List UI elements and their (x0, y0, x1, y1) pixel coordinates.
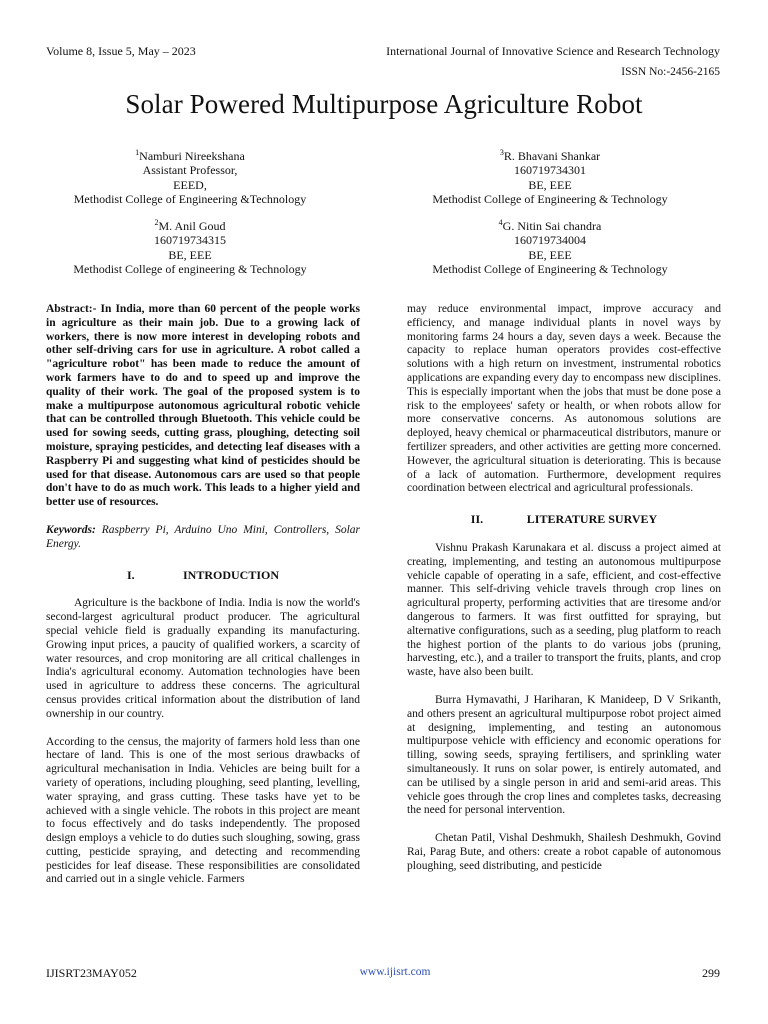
section-number: I. (126, 567, 135, 582)
journal-name: International Journal of Innovative Science and Research Technology (386, 44, 720, 58)
abstract: Abstract:- In India, more than 60 percent of the people works in agriculture as their main job. Due to a growing lack of workers, there is now more interest in developing robots and other self-driving cars for use in agriculture. A robot called a "agriculture robot" has been made to reduce the amount of work farmers have to do and to speed up and improve the quality of their work. The goal of the proposed system is to make a multipurpose autonomous agricultural robotic vehicle that can be controlled through Bluetooth. This vehicle could be used for sowing seeds, cutting grass, ploughing, detecting soil moisture, spraying pesticides, and detecting leaf diseases with a Raspberry Pi and suggesting what kind of pesticides should be used for that disease. Autonomous cars are used so that people don't have to do as much work. This leads to a higher yield and better use of resources. (46, 303, 360, 509)
section-heading-introduction (46, 569, 360, 583)
author-affiliation: Methodist College of engineering & Technology (73, 262, 307, 277)
section-title: LITERATURE SURVEY (526, 512, 658, 527)
intro-paragraph-2: According to the census, the majority of farmers hold less than one hectare of land. This is one of the most serious drawbacks of agricultural mechanisation in India. Vehicles are being built for a variety of operations, including ploughing, seed planting, levelling, water spraying, and grass cutting. These tasks have yet to be achieved with a single vehicle. The robots in this project are meant to focus effectively and do tasks independently. The proposed design employs a vehicle to do duties such sloughing, sowing, grass cutting, pesticide spraying, and detecting and recommending pesticides for leaf disease. These responsibilities are consolidated and carried out in a single vehicle. Farmers (46, 735, 360, 886)
author-name: M. Anil Goud (158, 219, 226, 233)
paper-id: IJISRT23MAY052 (46, 966, 137, 980)
author-affiliation: Methodist College of Engineering & Technology (432, 192, 668, 207)
author-affiliation: Methodist College of Engineering &Technology (73, 192, 307, 207)
journal-volume: Volume 8, Issue 5, May – 2023 (46, 44, 196, 58)
author-block-4 (390, 219, 710, 277)
keywords (46, 524, 360, 552)
author-name: G. Nitin Sai chandra (502, 219, 602, 233)
author-line: 160719734004 (514, 233, 586, 248)
intro-paragraph-1: Agriculture is the backbone of India. India is now the world's second-largest agricultural product producer. The agricultural special vehicle field is gradually expanding its manufacturing. Growing input prices, a paucity of qualified workers, a scarcity of water resources, and crop monitoring are all critical challenges in India's agricultural economy. Automation technologies have been used in agriculture to address these concerns. The agricultural census provides critical information about the distribution of land ownership in our country. (46, 597, 360, 720)
keywords-label: Keywords: (46, 523, 96, 536)
right-column (407, 303, 721, 873)
author-line: BE, EEE (528, 247, 572, 262)
author-line: EEED, (173, 177, 207, 192)
author-block-1 (30, 149, 350, 207)
paper-title: Solar Powered Multipurpose Agriculture Robot (125, 89, 643, 119)
author-sup: 1 (135, 148, 140, 157)
journal-url-link[interactable]: www.ijisrt.com (359, 966, 431, 978)
keywords-text: Raspberry Pi, Arduino Uno Mini, Controllers, Solar Energy. (46, 523, 360, 550)
author-block-2 (30, 219, 350, 277)
section-number: II. (470, 512, 484, 527)
author-line: BE, EEE (168, 247, 212, 262)
section-heading-literature-survey (407, 513, 721, 527)
author-affiliation: Methodist College of Engineering & Technology (432, 262, 668, 277)
author-block-3 (390, 149, 710, 207)
author-line: 160719734315 (154, 233, 226, 248)
author-name: R. Bhavani Shankar (503, 149, 601, 163)
author-name: Namburi Nireekshana (139, 149, 245, 163)
author-sup: 2 (154, 218, 159, 227)
author-line: BE, EEE (528, 177, 572, 192)
section-title: INTRODUCTION (182, 567, 279, 582)
issn: ISSN No:-2456-2165 (621, 66, 720, 78)
literature-paragraph-1: Vishnu Prakash Karunakara et al. discuss a project aimed at creating, implementing, and testing an autonomous multipurpose vehicle capable of operating in a safe, efficient, and cost-effective manner. This self-driving vehicle travels through crop lines on agricultural property, performing activities that are tiresome and/or dangerous to farmers. It was first outfitted for spraying, but alternative configurations, such as a seeding, plug platform to reach the highest portion of the plants to do various jobs (pruning, harvesting, etc.), and a trailer to transport the fruits, plants, and crop waste, have also been built. (407, 541, 721, 679)
author-line: Assistant Professor, (142, 163, 238, 178)
literature-paragraph-2: Burra Hymavathi, J Hariharan, K Manideep, D V Srikanth, and others present an agricultural multipurpose robot project aimed at designing, implementing, and testing an autonomous multipurpose vehicle with efficiency and economic operations for tilling, sowing seeds, spraying fertilisers, and sprinkling water simultaneously. It runs on solar power, is entirely automated, and can be utilised by a single person in arid and semi-arid areas. This vehicle goes through the crop lines and completes tasks, decreasing the need for personal intervention. (407, 693, 721, 817)
author-sup: 4 (498, 218, 503, 227)
left-column (46, 303, 360, 887)
author-sup: 3 (499, 148, 504, 157)
literature-paragraph-3: Chetan Patil, Vishal Deshmukh, Shailesh Deshmukh, Govind Rai, Parag Bute, and others: create a robot capable of autonomous ploughing, seed distributing, and pesticide (407, 832, 721, 872)
page-number: 299 (702, 966, 720, 980)
author-line: 160719734301 (514, 163, 586, 178)
intro-paragraph-continued: may reduce environmental impact, improve accuracy and efficiency, and manage individual plants in novel ways by monitoring farms 24 hours a day, seven days a week. Because the capacity to replace human operators provides cost-effective solutions with a high return on investment, instrumental robotics applications are expanding every day to encompass new disciplines. This is especially important when the jobs that must be done pose a risk to the employees' safety or health, or when robots allow for more conservative concerns. As autonomous solutions are deployed, heavy chemical or pharmaceutical distributors, manure or fertilizer spreaders, and other activities are getting more concerned. However, the agricultural situation is deteriorating. This is because of a lack of automation. Furthermore, development requires coordination between electrical and agricultural professionals. (407, 303, 721, 495)
